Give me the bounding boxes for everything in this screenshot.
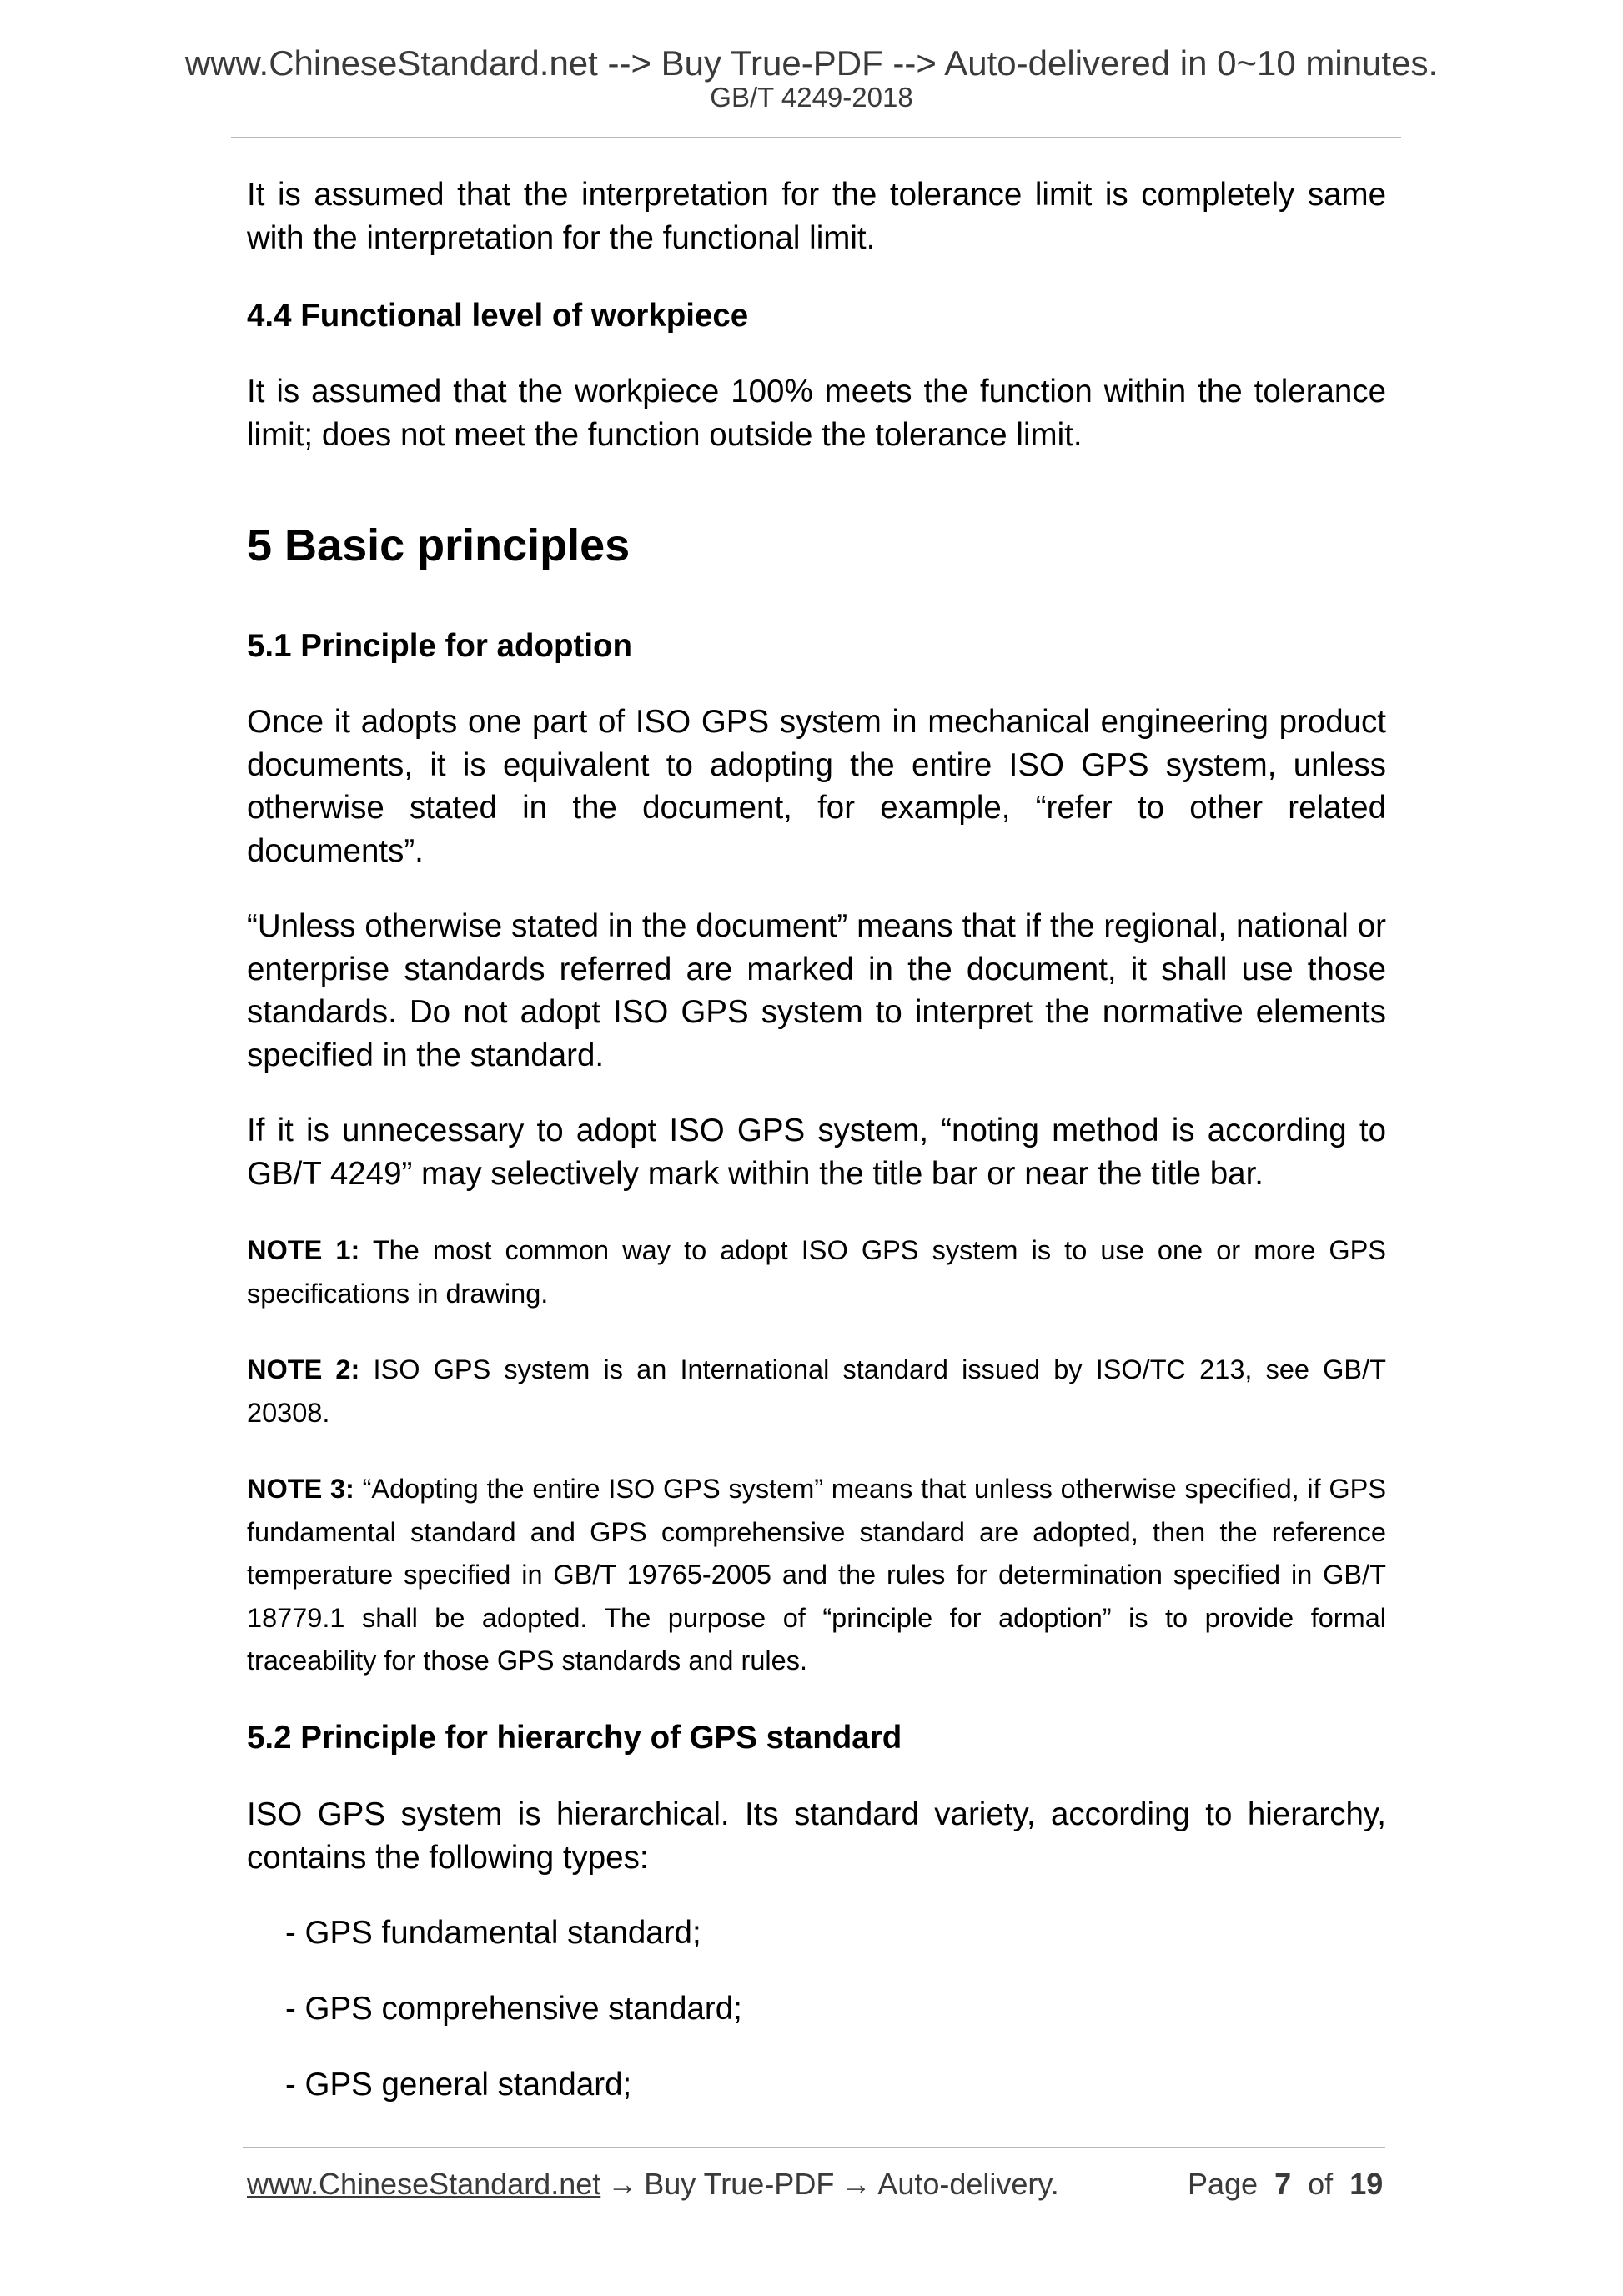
list-item: - GPS general standard; [285, 2067, 632, 2103]
footer-site-link[interactable]: www.ChineseStandard.net [247, 2167, 601, 2201]
heading-4-4: 4.4 Functional level of workpiece [247, 298, 749, 334]
list-item: - GPS fundamental standard; [285, 1915, 701, 1951]
note-text: “Adopting the entire ISO GPS system” means that unless otherwise specified, if GPS fundamental standard and GPS comprehensive standard are adopted, then the reference temperature specified in GB/T 19765-2005 and the rules for determination specified in GB/T 18779.1 shall be adopted. The purpose of “principle for adoption” is to provide formal traceability for those GPS standards and rules. [247, 1474, 1387, 1676]
page-number [1188, 2167, 1383, 2202]
heading-5: 5 Basic principles [247, 520, 631, 570]
note-text: ISO GPS system is an International standard issued by ISO/TC 213, see GB/T 20308. [247, 1354, 1386, 1428]
list-item: - GPS comprehensive standard; [285, 1991, 742, 2027]
note-1 [247, 1229, 1386, 1315]
page-word: Page [1188, 2167, 1259, 2201]
paragraph-tolerance-interpretation: It is assumed that the interpretation for the tolerance limit is completely same with the interpretation for the functional limit. [247, 177, 1386, 256]
paragraph-5-1-adoption: Once it adopts one part of ISO GPS system in mechanical engineering product documents, it is equivalent to adopting the entire ISO GPS system, unless otherwise stated in the document, for example, “refer to other related documents”. [247, 704, 1386, 869]
document-code: GB/T 4249-2018 [710, 82, 913, 113]
arrow-right-icon: → [841, 2167, 872, 2201]
footer-links [247, 2167, 1059, 2202]
heading-5-1: 5.1 Principle for adoption [247, 628, 633, 664]
page-total: 19 [1349, 2167, 1384, 2201]
note-label: NOTE 3: [247, 1474, 354, 1504]
of-word: of [1308, 2167, 1334, 2201]
note-text: The most common way to adopt ISO GPS system is to use one or more GPS specifications in drawing. [247, 1235, 1387, 1309]
paragraph-4-4: It is assumed that the workpiece 100% meets the function within the tolerance limit; does not meet the function outside the tolerance limit. [247, 374, 1386, 453]
note-2 [247, 1349, 1386, 1434]
paragraph-5-1-unless-stated: “Unless otherwise stated in the document” means that if the regional, national or enterprise standards referred are marked in the document, it shall use those standards. Do not adopt ISO GPS system to interpret the normative elements specified in the standard. [247, 908, 1386, 1073]
paragraph-5-1-unnecessary: If it is unnecessary to adopt ISO GPS system, “noting method is according to GB/T 4249” may selectively mark within the title bar or near the title bar. [247, 1113, 1386, 1192]
arrow-right-icon: → [607, 2167, 638, 2201]
header-divider [231, 137, 1401, 138]
note-label: NOTE 1: [247, 1235, 360, 1265]
note-3 [247, 1468, 1386, 1683]
page-current: 7 [1274, 2167, 1292, 2201]
heading-5-2: 5.2 Principle for hierarchy of GPS standard [247, 1720, 902, 1756]
footer-buy-text: Buy True-PDF [644, 2167, 835, 2201]
note-label: NOTE 2: [247, 1354, 360, 1384]
footer-divider [243, 2147, 1385, 2148]
paragraph-5-2: ISO GPS system is hierarchical. Its standard variety, according to hierarchy, contains the following types: [247, 1796, 1386, 1876]
footer-delivery-text: Auto-delivery. [877, 2167, 1059, 2201]
top-banner: www.ChineseStandard.net --> Buy True-PDF --> Auto-delivered in 0~10 minutes. [184, 43, 1439, 83]
